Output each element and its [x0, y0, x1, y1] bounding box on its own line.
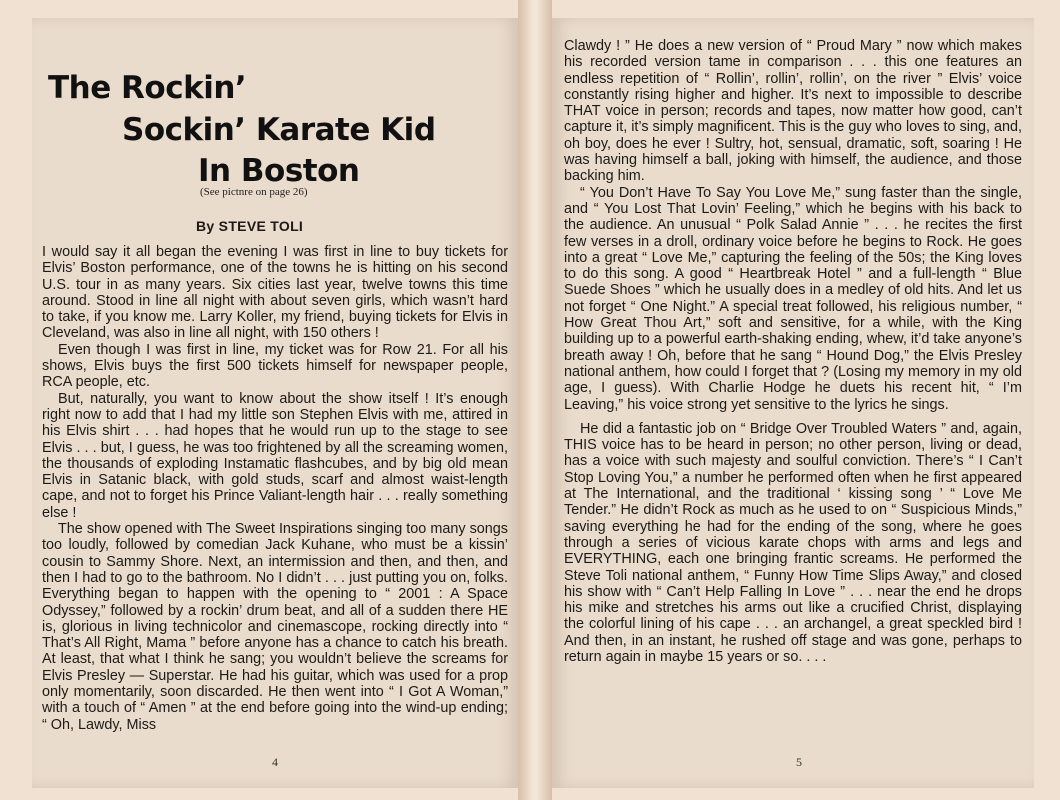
title-line-2: Sockin’ Karate Kid: [122, 112, 436, 148]
page-gutter: [518, 0, 552, 800]
paragraph: But, naturally, you want to know about the show itself ! It’s enough right now to add that I had my little son Stephen Elvis with me, attired in his Elvis shirt . . . had hopes that he would run up to the stage to see Elvis . . . but, I guess, he was too frightened by all the screaming women, the thousands of exploding Instamatic flashcubes, and by big old mean Elvis in Satanic black, with gold studs, scarf and almost waist-length cape, and not to forget his Prince Valiant-length hair . . . really something else !: [42, 390, 508, 521]
right-body-text: [564, 38, 1022, 665]
title-line-1: The Rockin’: [48, 70, 247, 106]
paragraph: I would say it all began the evening I was first in line to buy tickets for Elvis’ Boston performance, one of the towns he is hitting on his second U.S. tour in as many years. Six cities last year, twelve towns this time around. Stood in line all night with about seven girls, which wasn’t hard to take, if you know me. Larry Koller, my friend, buying tickets for Elvis in Cleveland, was also in line all night, with 150 others !: [42, 244, 508, 342]
paragraph: “ You Don’t Have To Say You Love Me,” sung faster than the single, and “ You Lost That Lovin’ Feeling,” which he begins with his back to the audience. An unusual “ Polk Salad Annie ” . . . he recites the first few verses in a droll, ordinary voice before he begins to Rock. He goes into a great “ Love Me,” capturing the feeling of the 50s; the King loves to do this song. A good “ Heartbreak Hotel ” and a full-length “ Blue Suede Shoes ” which he usually does in a medley of old hits. And let us not forget “ One Night.” A special treat followed, his religious number, “ How Great Thou Art,” soft and sensitive, for a while, with the King building up to a powerful earth-shaking ending, whew, it’d take anyone’s breath away ! Oh, before that he sang “ Hound Dog,” the Elvis Presley national anthem, how could I forget that ? (Losing my memory in my old age, I guess). With Charlie Hodge he duets his recent hit, “ I’m Leaving,” his voice strong yet sensitive to the lyrics he sings.: [564, 184, 1022, 413]
left-page: [32, 18, 518, 788]
page-number: 4: [272, 755, 278, 769]
paragraph: Even though I was first in line, my ticket was for Row 21. For all his shows, Elvis buys the first 500 tickets himself for newspaper people, RCA people, etc.: [42, 341, 508, 391]
paragraph: He did a fantastic job on “ Bridge Over Troubled Waters ” and, again, THIS voice has to be heard in person; no other person, living or dead, has a voice with such majesty and soulful conviction. There’s “ I Can’t Stop Loving You,” a number he performed often when he first appeared at The International, and the traditional ‘ kissing song ’ “ Love Me Tender.” He didn’t Rock as much as he used to on “ Suspicious Minds,” saving everything he had for the ending of the song, where he goes through a series of vicious karate chops with arms and legs and EVERYTHING, each one bringing frantic screams. He performed the Steve Toli national anthem, “ Funny How Time Slips Away,” and closed his show with “ Can’t Help Falling In Love ” . . . near the end he drops his mike and stretches his arms out like a crucified Christ, displaying the colorful lining of his cape . . . an archangel, a great speckled bird ! And then, in an instant, he rushed off stage and was gone, perhaps to return again in maybe 15 years or so. . . .: [564, 420, 1022, 665]
title-line-3: In Boston: [198, 153, 360, 189]
left-body-text: [42, 244, 508, 733]
byline: By STEVE TOLI: [196, 218, 304, 234]
paragraph: Clawdy ! ” He does a new version of “ Proud Mary ” now which makes his recorded version tame in comparison . . . this one features an endless repetition of “ Rollin’, rollin’, rollin’, on the river ” Elvis’ voice constantly rising higher and higher. It’s next to impossible to describe THAT voice in person; records and tapes, now matter how good, can’t capture it, it’s simply magnificent. This is the guy who loves to sing, and, oh boy, does he ever ! Sultry, hot, sensual, dramatic, soft, soaring ! He was having himself a ball, joking with himself, the audience, and those backing him.: [564, 38, 1022, 185]
page-number: 5: [796, 755, 802, 769]
right-page: [552, 18, 1034, 788]
picture-caption: (See pictnre on page 26): [200, 186, 308, 198]
paragraph: The show opened with The Sweet Inspirations singing too many songs too loudly, followed by comedian Jack Kuhane, who must be a kissin’ cousin to Sammy Shore. Next, an intermission and then, and then, and then I had to go to the bathroom. No I didn’t . . . just putting you on, folks. Everything began to happen with the opening to “ 2001 : A Space Odyssey,” followed by a rockin’ drum beat, and all of a sudden there HE is, glorious in living technicolor and cinemascope, rocking directly into “ That’s All Right, Mama ” before anyone has a chance to catch his breath. At least, that what I think he sang; you wouldn’t believe the screams for Elvis Presley — Superstar. He had his guitar, which was used for a prop only momentarily, soon discarded. He then went into “ I Got A Woman,” with a touch of “ Amen ” at the end before going into the wind-up ending; “ Oh, Lawdy, Miss: [42, 521, 508, 733]
